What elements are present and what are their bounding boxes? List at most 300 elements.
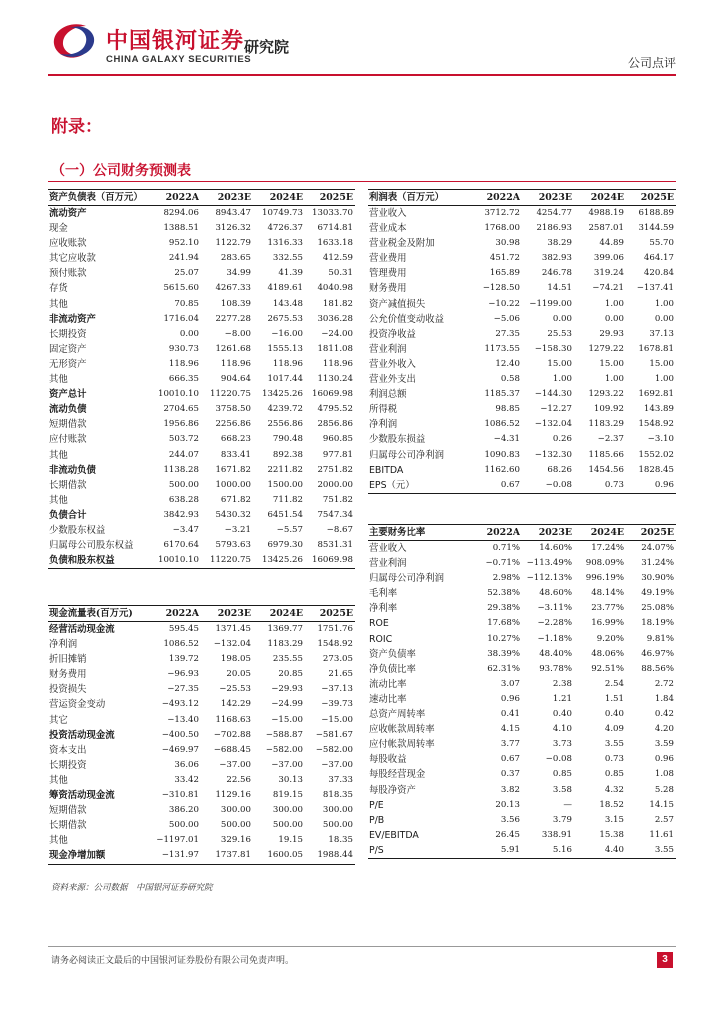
table-row — [368, 478, 676, 494]
cell-value: 7547.34 — [317, 509, 353, 520]
cell-value: 25.07 — [174, 268, 199, 279]
cell-value: −25.53 — [219, 684, 251, 695]
cell-value: 3.58 — [552, 784, 572, 795]
column-header: 2024E — [572, 190, 624, 206]
cell-value: −4.31 — [493, 434, 520, 445]
cell-value: −588.87 — [265, 729, 303, 740]
row-label: 营业成本 — [369, 223, 407, 235]
cell-value: 930.73 — [168, 343, 199, 354]
row-label: EPS（元） — [368, 478, 468, 494]
row-label: 筹资活动现金流 — [49, 790, 115, 802]
cell-value: 11220.75 — [209, 389, 251, 400]
cell-value: 332.55 — [272, 253, 303, 264]
cell-value: 819.15 — [272, 790, 303, 801]
row-label: 每股收益 — [369, 754, 407, 766]
cell-value: 300.00 — [272, 805, 303, 816]
cell-value: 10010.10 — [157, 389, 199, 400]
table-row — [368, 281, 676, 296]
row-label: 现金 — [49, 223, 68, 235]
cell-value: 500.00 — [272, 820, 303, 831]
cell-value: 1.51 — [604, 693, 624, 704]
table-row — [368, 677, 676, 692]
table-row — [48, 622, 355, 638]
cell-value: 5.91 — [468, 843, 520, 859]
table-row — [48, 417, 355, 432]
cell-value: 10010.10 — [147, 553, 199, 569]
row-label: 归属母公司净利润 — [369, 449, 445, 461]
row-label: 长期借款 — [49, 479, 87, 491]
cell-value: −2.28% — [537, 618, 572, 629]
row-label: 应付账款 — [49, 434, 87, 446]
cell-value: 4988.19 — [588, 208, 624, 218]
table-header-row — [368, 525, 676, 541]
cell-value: 1261.68 — [215, 343, 251, 354]
cell-value: 25.08% — [641, 603, 674, 614]
cell-value: 751.82 — [322, 494, 353, 505]
row-label: 利润总额 — [369, 389, 407, 401]
cell-value: 3.82 — [500, 784, 520, 795]
cell-value: 49.19% — [641, 588, 674, 599]
row-label: 公允价值变动收益 — [369, 313, 445, 325]
cell-value: −15.00 — [321, 714, 353, 725]
cell-value: −310.81 — [161, 790, 199, 801]
row-label: 营业费用 — [369, 253, 407, 265]
cell-value: −113.49% — [526, 558, 572, 569]
cell-value: 1768.00 — [484, 223, 520, 234]
cell-value: 464.17 — [643, 253, 674, 264]
cell-value: 0.00 — [654, 313, 674, 324]
row-label: 应收帐款周转率 — [369, 724, 435, 736]
table-row — [48, 448, 355, 463]
table-header-row — [48, 190, 355, 206]
cell-value: 20.05 — [226, 669, 251, 680]
cell-value: 1.21 — [552, 693, 572, 704]
cell-value: 18.52 — [599, 799, 624, 810]
cell-value: 139.72 — [168, 654, 199, 665]
cell-value: 5.16 — [520, 843, 572, 859]
cell-value: 1316.33 — [267, 238, 303, 249]
financial-ratios-table — [368, 524, 676, 859]
column-header: 2024E — [251, 606, 303, 622]
table-row — [368, 342, 676, 357]
cell-value: 1555.13 — [267, 343, 303, 354]
cell-value: 1633.18 — [317, 238, 353, 249]
cell-value: 2277.28 — [215, 313, 251, 324]
cell-value: 2211.82 — [267, 464, 303, 475]
cell-value: 0.58 — [500, 374, 520, 385]
cell-value: 143.48 — [272, 298, 303, 309]
cell-value: 3036.28 — [317, 313, 353, 324]
column-header: 2025E — [624, 525, 676, 541]
cell-value: 38.39% — [487, 648, 520, 659]
cell-value: 6714.81 — [317, 223, 353, 234]
row-label: P/B — [369, 814, 385, 826]
row-label: 净负债比率 — [369, 663, 416, 675]
row-label: 存货 — [49, 283, 68, 295]
table-row — [48, 803, 355, 818]
table-header-row — [48, 606, 355, 622]
cell-value: 638.28 — [168, 494, 199, 505]
cell-value: 5430.32 — [215, 509, 251, 520]
row-label: 营业利润 — [369, 343, 407, 355]
cell-value: 10749.73 — [261, 208, 303, 218]
row-label: 长期投资 — [49, 328, 87, 340]
table-row — [368, 327, 676, 342]
cell-value: 9.81% — [646, 633, 674, 644]
cell-value: 23.77% — [591, 603, 624, 614]
brand-name-en: CHINA GALAXY SECURITIES — [106, 54, 252, 65]
cell-value: 451.72 — [489, 253, 520, 264]
cell-value: 4.10 — [552, 724, 572, 735]
cell-value: 41.39 — [278, 268, 303, 279]
cell-value: 2856.86 — [317, 419, 353, 430]
page-number: 3 — [657, 952, 673, 968]
report-type: 公司点评 — [627, 56, 676, 70]
cell-value: 1.00 — [654, 374, 674, 385]
cell-value: 1371.45 — [215, 624, 251, 634]
table-row — [368, 798, 676, 813]
cell-value: 908.09% — [585, 558, 624, 569]
row-label: 营业利润 — [369, 558, 407, 570]
table-row — [368, 357, 676, 372]
cell-value: −137.41 — [636, 283, 674, 294]
table-row — [48, 372, 355, 387]
row-label: 所得税 — [369, 404, 398, 416]
cell-value: 3758.50 — [215, 404, 251, 415]
cell-value: 142.29 — [220, 699, 251, 710]
table-title: 利润表（百万元） — [368, 190, 468, 206]
row-label: 应收账款 — [49, 238, 87, 250]
row-label: 速动比率 — [369, 693, 407, 705]
cell-value: 15.38 — [599, 829, 624, 840]
cell-value: — — [563, 799, 572, 810]
table-row — [48, 728, 355, 743]
table-row — [368, 402, 676, 417]
cell-value: 329.16 — [220, 835, 251, 846]
cell-value: 6170.64 — [163, 540, 199, 551]
column-header: 2024E — [572, 525, 624, 541]
cell-value: 300.00 — [220, 805, 251, 816]
cell-value: 50.31 — [328, 268, 353, 279]
cell-value: −0.71% — [485, 558, 520, 569]
cell-value: 4040.98 — [317, 283, 353, 294]
cell-value: 1500.00 — [267, 479, 303, 490]
cell-value: 244.07 — [168, 449, 199, 460]
cell-value: −37.00 — [321, 759, 353, 770]
table-row — [48, 312, 355, 327]
row-label: 短期借款 — [49, 419, 87, 431]
cell-value: 0.00 — [179, 328, 199, 339]
row-label: 其他 — [49, 774, 68, 786]
row-label: EBITDA — [369, 464, 404, 476]
cell-value: −132.04 — [534, 419, 572, 430]
cell-value: 338.91 — [541, 829, 572, 840]
cell-value: 13033.70 — [311, 208, 353, 218]
cell-value: 790.48 — [272, 434, 303, 445]
table-row — [368, 828, 676, 843]
row-label: 其他 — [49, 449, 68, 461]
cell-value: 16.99% — [591, 618, 624, 629]
table-row — [48, 432, 355, 447]
table-row — [48, 342, 355, 357]
row-label: 管理费用 — [369, 268, 407, 280]
footer-divider — [48, 946, 676, 947]
page-header — [48, 16, 676, 74]
table-row — [368, 541, 676, 557]
cell-value: −131.97 — [147, 848, 199, 864]
cell-value: 3.59 — [654, 739, 674, 750]
cell-value: 500.00 — [168, 479, 199, 490]
table-row — [48, 697, 355, 712]
row-label: 净利率 — [369, 603, 398, 615]
cell-value: 1369.77 — [267, 624, 303, 634]
row-label: 营业外收入 — [369, 358, 416, 370]
cell-value: 1122.79 — [215, 238, 251, 249]
cell-value: 165.89 — [489, 268, 520, 279]
column-header: 2023E — [520, 190, 572, 206]
cell-value: 1293.22 — [588, 389, 624, 400]
cell-value: 8294.06 — [163, 208, 199, 218]
table-row — [48, 773, 355, 788]
cell-value: −128.50 — [482, 283, 520, 294]
cell-value: 300.00 — [322, 805, 353, 816]
table-row — [368, 632, 676, 647]
cell-value: 500.00 — [220, 820, 251, 831]
column-header: 2023E — [520, 525, 572, 541]
cell-value: −12.27 — [540, 404, 572, 415]
cell-value: 44.89 — [599, 238, 624, 249]
cell-value: 1183.29 — [588, 419, 624, 430]
cell-value: −37.13 — [321, 684, 353, 695]
cell-value: −0.08 — [545, 754, 572, 765]
table-row — [368, 206, 676, 222]
cell-value: 1279.22 — [588, 343, 624, 354]
cell-value: −3.21 — [224, 524, 251, 535]
cell-value: 1.84 — [654, 693, 674, 704]
table-row — [48, 508, 355, 523]
cell-value: 93.78% — [539, 663, 572, 674]
cell-value: 1017.44 — [267, 374, 303, 385]
table-row — [48, 652, 355, 667]
cell-value: 0.41 — [500, 709, 520, 720]
cell-value: −582.00 — [265, 744, 303, 755]
cell-value: 30.13 — [278, 774, 303, 785]
row-label: 投资损失 — [49, 684, 87, 696]
cell-value: −15.00 — [271, 714, 303, 725]
cell-value: 0.73 — [604, 754, 624, 765]
row-label: 归属母公司净利润 — [369, 573, 445, 585]
table-row — [48, 848, 355, 864]
table-row — [48, 637, 355, 652]
cell-value: 4.20 — [654, 724, 674, 735]
cell-value: 2675.53 — [267, 313, 303, 324]
row-label: P/E — [369, 799, 384, 811]
cell-value: 4239.72 — [267, 404, 303, 415]
cell-value: −158.30 — [534, 343, 572, 354]
row-label: 资产总计 — [49, 389, 87, 401]
cell-value: 2.72 — [654, 678, 674, 689]
row-label: 负债合计 — [49, 509, 87, 521]
footer-disclaimer: 请务必阅读正文最后的中国银河证券股份有限公司免责声明。 — [51, 956, 295, 966]
table-row — [48, 266, 355, 281]
cell-value: 1162.60 — [484, 464, 520, 475]
table-title: 资产负债表（百万元） — [48, 190, 147, 206]
cell-value: 1183.29 — [267, 639, 303, 650]
cell-value: 1168.63 — [215, 714, 251, 725]
cell-value: 19.15 — [278, 835, 303, 846]
cell-value: 4189.61 — [267, 283, 303, 294]
cell-value: 246.78 — [541, 268, 572, 279]
cell-value: 1988.44 — [303, 848, 355, 864]
row-label: 营业收入 — [369, 543, 407, 554]
cell-value: 0.37 — [500, 769, 520, 780]
column-header: 2025E — [303, 190, 355, 206]
cell-value: 5615.60 — [163, 283, 199, 294]
column-header: 2025E — [303, 606, 355, 622]
cell-value: 27.35 — [495, 328, 520, 339]
cell-value: 1086.52 — [163, 639, 199, 650]
cell-value: 20.13 — [495, 799, 520, 810]
row-label: ROIC — [369, 633, 393, 645]
cell-value: 98.85 — [495, 404, 520, 415]
cell-value: 0.85 — [604, 769, 624, 780]
cell-value: 2556.86 — [267, 419, 303, 430]
cell-value: 30.90% — [641, 573, 674, 584]
cell-value: −13.40 — [167, 714, 199, 725]
cell-value: 3.79 — [552, 814, 572, 825]
cell-value: −132.30 — [534, 449, 572, 460]
cell-value: 13425.26 — [261, 389, 303, 400]
row-label: 总资产周转率 — [369, 709, 426, 721]
table-row — [368, 432, 676, 447]
cell-value: 5793.63 — [215, 540, 251, 551]
cell-value: 8943.47 — [215, 208, 251, 218]
row-label: 固定资产 — [49, 343, 87, 355]
cell-value: 198.05 — [220, 654, 251, 665]
row-label: 其他 — [49, 835, 68, 847]
cell-value: −2.37 — [597, 434, 624, 445]
cell-value: 17.24% — [591, 543, 624, 553]
cell-value: 4254.77 — [536, 208, 572, 218]
cell-value: 3.77 — [500, 739, 520, 750]
cell-value: 1185.37 — [484, 389, 520, 400]
cell-value: −688.45 — [213, 744, 251, 755]
row-label: 营业收入 — [369, 208, 407, 219]
table-row — [48, 206, 355, 222]
cell-value: 3.55 — [604, 739, 624, 750]
cell-value: 29.38% — [487, 603, 520, 614]
column-header: 2023E — [199, 190, 251, 206]
cell-value: −3.10 — [647, 434, 674, 445]
table-row — [48, 221, 355, 236]
cell-value: 25.53 — [547, 328, 572, 339]
cell-value: 2751.82 — [317, 464, 353, 475]
cell-value: 4726.37 — [267, 223, 303, 234]
cell-value: 1090.83 — [484, 449, 520, 460]
row-label: 短期借款 — [49, 805, 87, 817]
cell-value: 31.24% — [641, 558, 674, 569]
header-divider — [48, 74, 676, 76]
cell-value: −582.00 — [315, 744, 353, 755]
table-row — [368, 616, 676, 631]
cell-value: 9.20% — [596, 633, 624, 644]
cell-value: −24.00 — [321, 328, 353, 339]
table-title: 主要财务比率 — [368, 525, 468, 541]
table-row — [48, 538, 355, 553]
cell-value: 14.60% — [539, 543, 572, 553]
cell-value: 2000.00 — [317, 479, 353, 490]
cell-value: 666.35 — [168, 374, 199, 385]
cell-value: 10.27% — [487, 633, 520, 644]
cell-value: −74.21 — [592, 283, 624, 294]
table-row — [368, 266, 676, 281]
cell-value: 48.60% — [539, 588, 572, 599]
table-row — [368, 387, 676, 402]
table-row — [48, 297, 355, 312]
cell-value: 671.82 — [220, 494, 251, 505]
row-label: 应付帐款周转率 — [369, 739, 435, 751]
table-row — [48, 667, 355, 682]
cell-value: 15.00 — [599, 358, 624, 369]
row-label: 非流动资产 — [49, 313, 96, 325]
cell-value: 2.54 — [604, 678, 624, 689]
cell-value: 0.96 — [500, 693, 520, 704]
appendix-title: 附录： — [51, 117, 102, 137]
row-label: 营业税金及附加 — [369, 238, 435, 250]
cell-value: 109.92 — [593, 404, 624, 415]
cell-value: 11.61 — [649, 829, 674, 840]
cell-value: −27.35 — [167, 684, 199, 695]
cell-value: 8531.31 — [317, 540, 353, 551]
cell-value: 70.85 — [174, 298, 199, 309]
cell-value: 1692.81 — [638, 389, 674, 400]
cell-value: 382.93 — [541, 253, 572, 264]
cell-value: −8.67 — [326, 524, 353, 535]
row-label: 其他 — [49, 298, 68, 310]
cell-value: 34.99 — [226, 268, 251, 279]
cell-value: 3.55 — [624, 843, 676, 859]
cell-value: 283.65 — [220, 253, 251, 264]
table-row — [368, 312, 676, 327]
balance-sheet-table — [48, 189, 355, 569]
cell-value: 412.59 — [322, 253, 353, 264]
cell-value: 1.00 — [604, 298, 624, 309]
cell-value: 1000.00 — [215, 479, 251, 490]
cell-value: −469.97 — [161, 744, 199, 755]
table-row — [368, 417, 676, 432]
row-label: 营运资金变动 — [49, 699, 106, 711]
cell-value: 15.00 — [649, 358, 674, 369]
row-label: 每股经营现金 — [369, 769, 426, 781]
cell-value: 6451.54 — [267, 509, 303, 520]
table-row — [48, 523, 355, 538]
cell-value: 952.10 — [168, 238, 199, 249]
cell-value: −3.47 — [172, 524, 199, 535]
table-row — [48, 281, 355, 296]
cell-value: −24.99 — [271, 699, 303, 710]
row-label: 其它 — [49, 714, 68, 726]
table-row — [368, 752, 676, 767]
cell-value: 4.40 — [572, 843, 624, 859]
row-label: EV/EBITDA — [369, 829, 419, 841]
cell-value: 960.85 — [322, 434, 353, 445]
cell-value: 11220.75 — [199, 553, 251, 569]
cell-value: 118.96 — [168, 358, 199, 369]
cell-value: 92.51% — [591, 663, 624, 674]
cell-value: 4.32 — [604, 784, 624, 795]
cell-value: 48.40% — [539, 648, 572, 659]
cell-value: 14.15 — [649, 799, 674, 810]
